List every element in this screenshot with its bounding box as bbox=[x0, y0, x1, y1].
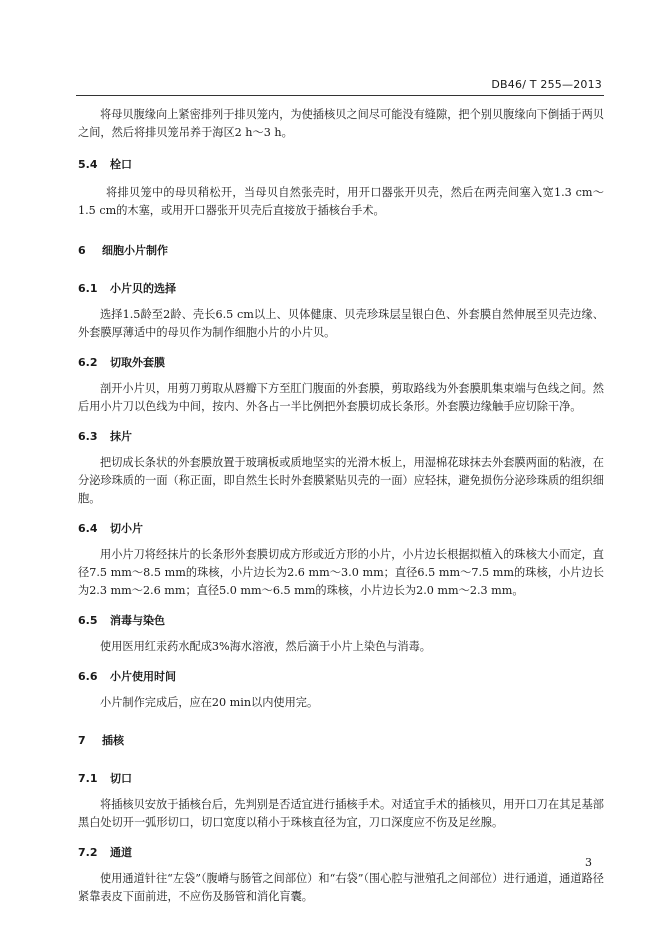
section-number: 6.6 bbox=[78, 670, 98, 683]
paragraph: 将母贝腹缘向上紧密排列于排贝笼内，为使插核贝之间尽可能没有缝隙，把个别贝腹缘向下倒插于两贝之间，然后将排贝笼吊养于海区2 h～3 h。 bbox=[78, 108, 604, 139]
paragraph: 将排贝笼中的母贝稍松开，当母贝自然张壳时，用开口器张开贝壳，然后在两壳间塞入宽1.3 cm～1.5 cm的木塞，或用开口器张开贝壳后直接放于插核台手术。 bbox=[78, 186, 604, 217]
paragraph: 用小片刀将经抹片的长条形外套膜切成方形或近方形的小片，小片边长根据拟植入的珠核大小而定，直径7.5 mm～8.5 mm的珠核，小片边长为2.6 mm～3.0 mm；直径6.5 mm～7.5 mm的珠核，小片边长为2.3 mm～2.6 mm；直径5.0 mm～6.5 mm的珠核，小片边长为2.0 mm～2.3 mm。 bbox=[78, 548, 604, 597]
section-heading-6-2 bbox=[78, 354, 604, 370]
section-title: 小片使用时间 bbox=[110, 670, 176, 683]
section-heading-7-1 bbox=[78, 770, 604, 786]
section-number: 6.1 bbox=[78, 282, 98, 295]
paragraph: 将插核贝安放于插核台后，先判别是否适宜进行插核手术。对适宜手术的插核贝，用开口刀在其足基部黑白处切开一弧形切口，切口宽度以稍小于珠核直径为宜，刀口深度应不伤及足丝腺。 bbox=[78, 798, 604, 829]
paragraph: 剖开小片贝，用剪刀剪取从唇瓣下方至肛门腹面的外套膜，剪取路线为外套膜肌集束端与色线之间。然后用小片刀以色线为中间，按内、外各占一半比例把外套膜切成长条形。外套膜边缘触手应切除干净。 bbox=[78, 382, 604, 413]
section-number: 6.2 bbox=[78, 356, 98, 369]
section-number: 7.1 bbox=[78, 772, 98, 785]
paragraph: 使用通道针往“左袋”（腹嵴与肠管之间部位）和“右袋”（围心腔与泄殖孔之间部位）进行通道，通道路径紧靠表皮下面前进，不应伤及肠管和消化肓囊。 bbox=[78, 872, 604, 903]
paragraph: 使用医用红汞药水配成3%海水溶液，然后滴于小片上染色与消毒。 bbox=[100, 640, 431, 653]
document-body bbox=[78, 100, 604, 906]
section-title: 切取外套膜 bbox=[110, 356, 165, 369]
paragraph: 把切成长条状的外套膜放置于玻璃板或质地坚实的光滑木板上，用湿棉花球抹去外套膜两面的粘液，在分泌珍珠质的一面（称正面，即自然生长时外套膜紧贴贝壳的一面）应轻抹，避免损伤分泌珍珠质的组织细胞。 bbox=[78, 456, 604, 505]
section-heading-6-1 bbox=[78, 280, 604, 296]
section-title: 插核 bbox=[102, 734, 124, 747]
section-number: 6.5 bbox=[78, 614, 98, 627]
section-number: 7.2 bbox=[78, 846, 98, 859]
header-rule bbox=[76, 95, 604, 96]
section-number: 6.4 bbox=[78, 522, 98, 535]
section-number: 6.3 bbox=[78, 430, 98, 443]
section-heading-7-2 bbox=[78, 844, 604, 860]
section-heading-6-6 bbox=[78, 668, 604, 684]
section-number: 7 bbox=[78, 734, 86, 747]
section-title: 抹片 bbox=[110, 430, 132, 443]
paragraph: 小片制作完成后，应在20 min以内使用完。 bbox=[100, 696, 319, 709]
section-heading-6-3 bbox=[78, 428, 604, 444]
section-heading-6 bbox=[78, 242, 604, 258]
section-heading-5-4 bbox=[78, 156, 604, 172]
paragraph: 选择1.5龄至2龄、壳长6.5 cm以上、贝体健康、贝壳珍珠层呈银白色、外套膜自然伸展至贝壳边缘、外套膜厚薄适中的母贝作为制作细胞小片的小片贝。 bbox=[78, 308, 604, 339]
section-heading-6-4 bbox=[78, 520, 604, 536]
section-number: 6 bbox=[78, 244, 86, 257]
page-number: 3 bbox=[585, 856, 592, 869]
section-title: 通道 bbox=[110, 846, 132, 859]
section-title: 切小片 bbox=[110, 522, 143, 535]
section-number: 5.4 bbox=[78, 158, 98, 171]
section-title: 栓口 bbox=[110, 158, 132, 171]
section-title: 切口 bbox=[110, 772, 132, 785]
section-title: 消毒与染色 bbox=[110, 614, 165, 627]
section-heading-6-5 bbox=[78, 612, 604, 628]
section-heading-7 bbox=[78, 732, 604, 748]
section-title: 细胞小片制作 bbox=[102, 244, 168, 257]
document-id-header: DB46/ T 255—2013 bbox=[491, 78, 602, 91]
section-title: 小片贝的选择 bbox=[110, 282, 176, 295]
